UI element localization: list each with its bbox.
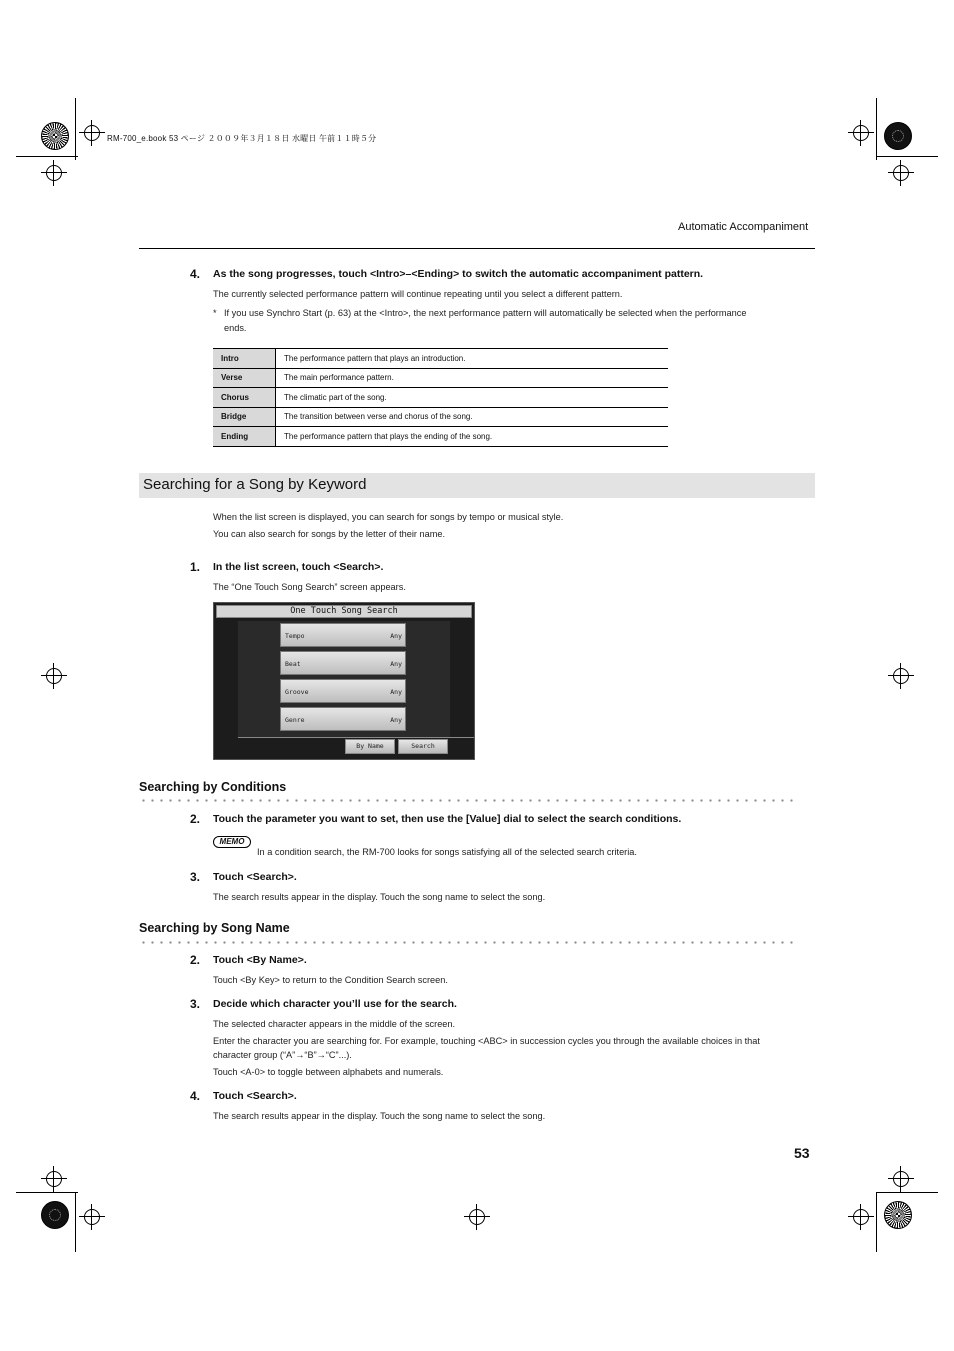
crop-mark	[75, 98, 76, 160]
print-header: RM-700_e.book 53 ページ ２００９年３月１８日 水曜日 午前１１時５分	[107, 134, 377, 143]
note-mark: *	[213, 308, 217, 318]
section-heading	[139, 473, 815, 498]
param-label: Groove	[285, 688, 309, 696]
table-row	[213, 407, 668, 427]
memo-text: In a condition search, the RM-700 looks for songs satisfying all of the selected search criteria.	[257, 847, 637, 857]
table-row	[213, 368, 668, 388]
pattern-key: Intro	[213, 349, 276, 369]
param-genre-button[interactable]	[280, 707, 406, 731]
param-value: Any	[390, 688, 402, 696]
param-tempo-button[interactable]	[280, 623, 406, 647]
crop-mark	[75, 1192, 76, 1252]
step-number: 2.	[190, 953, 201, 967]
step-title: Decide which character you’ll use for the search.	[213, 998, 457, 1010]
dotted-divider	[139, 799, 793, 802]
crop-mark	[876, 1192, 877, 1252]
table-row	[213, 388, 668, 408]
crop-mark	[16, 156, 78, 157]
step-number: 3.	[190, 870, 201, 884]
step-number: 4.	[190, 1089, 201, 1103]
step-body: The currently selected performance pattern will continue repeating until you select a different pattern.	[213, 289, 623, 299]
pattern-key: Ending	[213, 427, 276, 447]
crop-mark	[876, 98, 877, 160]
param-label: Beat	[285, 660, 301, 668]
param-beat-button[interactable]	[280, 651, 406, 675]
step-body: Touch <A-0> to toggle between alphabets and numerals.	[213, 1067, 444, 1077]
screen-title: One Touch Song Search	[216, 605, 472, 618]
param-value: Any	[390, 632, 402, 640]
registration-target-icon	[893, 668, 909, 684]
step-body: Touch <By Key> to return to the Condition Search screen.	[213, 975, 448, 985]
registration-target-icon	[893, 165, 909, 181]
pattern-desc: The main performance pattern.	[276, 368, 669, 388]
running-header: Automatic Accompaniment	[678, 221, 809, 233]
param-value: Any	[390, 660, 402, 668]
registration-target-icon	[893, 1171, 909, 1187]
registration-target-icon	[46, 1171, 62, 1187]
registration-target-icon	[469, 1209, 485, 1225]
registration-target-icon	[853, 125, 869, 141]
step-title: Touch <Search>.	[213, 871, 297, 883]
dotted-divider	[139, 941, 793, 944]
pattern-desc: The transition between verse and chorus of the song.	[276, 407, 669, 427]
pattern-table	[213, 348, 668, 447]
step-body: The search results appear in the display. Touch the song name to select the song.	[213, 1111, 546, 1121]
crop-mark	[876, 156, 938, 157]
memo-icon: MEMO	[213, 836, 251, 848]
by-name-button[interactable]: By Name	[345, 739, 395, 754]
step-body: The “One Touch Song Search” screen appears.	[213, 582, 406, 592]
subsection-title: Searching by Song Name	[139, 921, 290, 935]
intro-text: When the list screen is displayed, you can search for songs by tempo or musical style.	[213, 512, 564, 522]
step-title: As the song progresses, touch <Intro>–<Ending> to switch the automatic accompaniment pattern.	[213, 268, 704, 280]
crop-mark	[876, 1192, 938, 1193]
step-number: 4.	[190, 267, 201, 281]
registration-sunburst-bottom-left	[41, 1201, 69, 1229]
param-groove-button[interactable]	[280, 679, 406, 703]
registration-target-icon	[84, 125, 100, 141]
intro-text: You can also search for songs by the letter of their name.	[213, 529, 446, 539]
pattern-desc: The performance pattern that plays the ending of the song.	[276, 427, 669, 447]
pattern-key: Chorus	[213, 388, 276, 408]
note-text: If you use Synchro Start (p. 63) at the <Intro>, the next performance pattern will automatically be selected when the performance	[224, 308, 747, 318]
param-label: Genre	[285, 716, 305, 724]
step-body: The search results appear in the display. Touch the song name to select the song.	[213, 892, 546, 902]
one-touch-song-search-screen	[213, 602, 475, 760]
registration-target-icon	[46, 165, 62, 181]
param-value: Any	[390, 716, 402, 724]
header-rule	[139, 248, 815, 249]
registration-sunburst-top-right	[884, 122, 912, 150]
subsection-title: Searching by Conditions	[139, 780, 287, 794]
table-row	[213, 349, 668, 369]
step-body: character group (“A”→“B”→“C”...).	[213, 1050, 352, 1060]
step-title: Touch <By Name>.	[213, 954, 307, 966]
step-number: 1.	[190, 560, 201, 574]
step-body: The selected character appears in the middle of the screen.	[213, 1019, 456, 1029]
pattern-desc: The performance pattern that plays an introduction.	[276, 349, 669, 369]
screen-divider	[238, 737, 474, 738]
step-body: Enter the character you are searching for. For example, touching <ABC> in succession cycles you through the available choices in that	[213, 1036, 760, 1046]
step-number: 3.	[190, 997, 201, 1011]
step-title: Touch <Search>.	[213, 1090, 297, 1102]
page-number: 53	[794, 1145, 810, 1161]
step-title: Touch the parameter you want to set, then use the [Value] dial to select the search conditions.	[213, 813, 682, 825]
registration-target-icon	[46, 668, 62, 684]
pattern-desc: The climatic part of the song.	[276, 388, 669, 408]
step-title: In the list screen, touch <Search>.	[213, 561, 384, 573]
note-text: ends.	[224, 323, 247, 333]
registration-target-icon	[853, 1209, 869, 1225]
pattern-key: Bridge	[213, 407, 276, 427]
pattern-key: Verse	[213, 368, 276, 388]
registration-sunburst-top-left	[41, 122, 69, 150]
crop-mark	[16, 1192, 78, 1193]
search-button[interactable]: Search	[398, 739, 448, 754]
section-title: Searching for a Song by Keyword	[143, 476, 367, 493]
table-row	[213, 427, 668, 447]
param-label: Tempo	[285, 632, 305, 640]
step-number: 2.	[190, 812, 201, 826]
registration-sunburst-bottom-right	[884, 1201, 912, 1229]
registration-target-icon	[84, 1209, 100, 1225]
